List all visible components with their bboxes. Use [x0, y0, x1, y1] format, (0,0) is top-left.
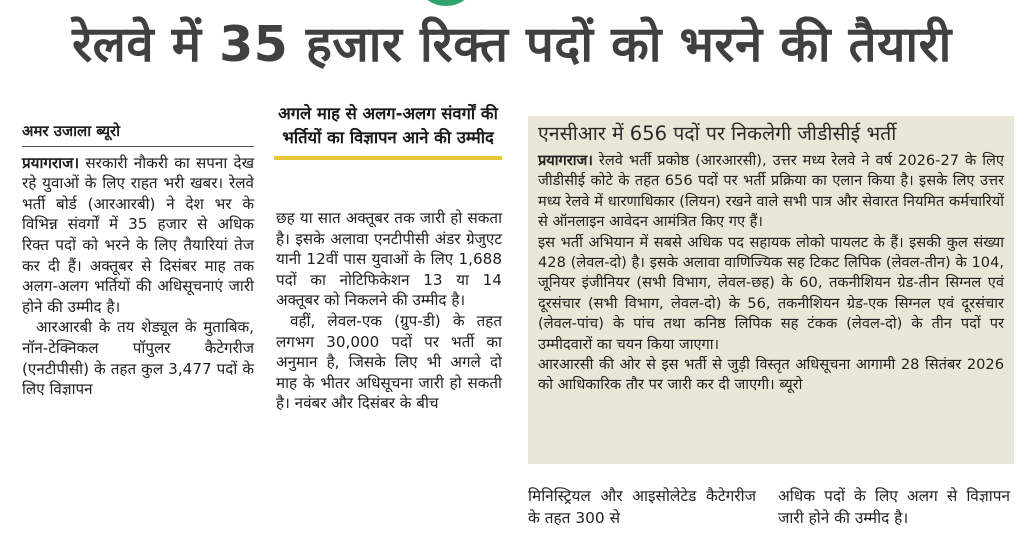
box-paragraph-3: आरआरसी की ओर से इस भर्ती से जुड़ी विस्तृत अधिसूचना आगामी 28 सितंबर 2026 को आधिकारिक तौर पर जारी कर दी जाएगी। ब्यूरो — [538, 356, 1004, 394]
box-title: एनसीआर में 656 पदों पर निकलेगी जीडीसीई भर्ती — [538, 122, 897, 145]
sidebar-box — [528, 116, 1014, 464]
col1-paragraph-1: प्रयागराज। सरकारी नौकरी का सपना देख रहे युवाओं के लिए राहत भरी खबर। रेलवे भर्ती बोर्ड (आरआरबी) ने देश भर के विभिन्न संवर्गों में 35 हजार से अधिक रिक्त पदों को भरने के लिए तैयारियां तेज कर दी हैं। अक्तूबर से दिसंबर माह तक अलग-अलग भर्तियों की अधिसूचनाएं जारी होने की उम्मीद है। — [22, 153, 255, 316]
col3-paragraph: मिनिस्ट्रियल और आइसोलेटेड कैटेगरीज के तहत 300 से — [528, 487, 756, 527]
col2-paragraph-2: वहीं, लेवल-एक (ग्रुप-डी) के तहत लगभग 30,000 पदों पर भर्ती का अनुमान है, जिसके लिए भी अगले दो माह के भीतर अधिसूचना जारी हो सकती है। नवंबर और दिसंबर के बीच — [276, 311, 502, 413]
dateline: प्रयागराज। — [22, 153, 80, 172]
col2-paragraph-1: छह या सात अक्तूबर तक जारी हो सकता है। इसके अलावा एनटीपीसी अंडर ग्रेजुएट यानी 12वीं पास युवाओं के लिए 1,688 पदों का नोटिफिकेशन 13 या 14 अक्तूबर को निकलने की उम्मीद है। — [276, 209, 502, 310]
column-3 — [528, 485, 756, 529]
column-2 — [276, 208, 502, 414]
box-paragraph-1: प्रयागराज। रेलवे भर्ती प्रकोष्ठ (आरआरसी), उत्तर मध्य रेलवे ने वर्ष 2026-27 के लिए जीडीसीई कोटे के तहत 656 पदों पर भर्ती प्रक्रिया का एलान किया है। इसके लिए उत्तर मध्य रेलवे में धारणाधिकार (लियन) रखने वाले सभी पात्र और सेवारत नियमित कर्मचारियों से ऑनलाइन आवेदन आमंत्रित किए गए हैं। — [538, 152, 1004, 231]
col1-paragraph-2: आरआरबी के तय शेड्यूल के मुताबिक, नॉन-टेक्निकल पॉपुलर कैटेगरीज (एनटीपीसी) के तहत कुल 3,477 पदों के लिए विज्ञापन — [22, 318, 254, 399]
column-4 — [778, 485, 1010, 529]
subheadline: अगले माह से अलग-अलग संवर्गों की भर्तियों का विज्ञापन आने की उम्मीद — [274, 102, 502, 160]
headline: रेलवे में 35 हजार रिक्त पदों को भरने की तैयारी — [72, 16, 952, 73]
top-decorative-arc — [420, 0, 472, 6]
box-paragraph-2: इस भर्ती अभियान में सबसे अधिक पद सहायक लोको पायलट के हैं। इसकी कुल संख्या 428 (लेवल-दो) है। इसके अलावा वाणिज्यिक सह टिकट लिपिक (लेवल-तीन) के 104, जूनियर इंजीनियर (सभी विभाग, लेवल-छह) के 60, तकनीशियन ग्रेड-तीन सिग्नल एवं दूरसंचार (सभी विभाग, लेवल-दो) के 56, तकनीशियन ग्रेड-एक सिग्नल एवं दूरसंचार (लेवल-पांच) के पांच तथा कनिष्ठ लिपिक सह टंकक (लेवल-दो) के तीन पदों पर उम्मीदवारों का चयन किया जाएगा। — [538, 233, 1004, 353]
col4-paragraph: अधिक पदों के लिए अलग से विज्ञापन जारी होने की उम्मीद है। — [778, 487, 1010, 527]
byline: अमर उजाला ब्यूरो — [22, 121, 254, 147]
box-dateline: प्रयागराज। — [538, 152, 593, 169]
column-1 — [22, 121, 254, 400]
